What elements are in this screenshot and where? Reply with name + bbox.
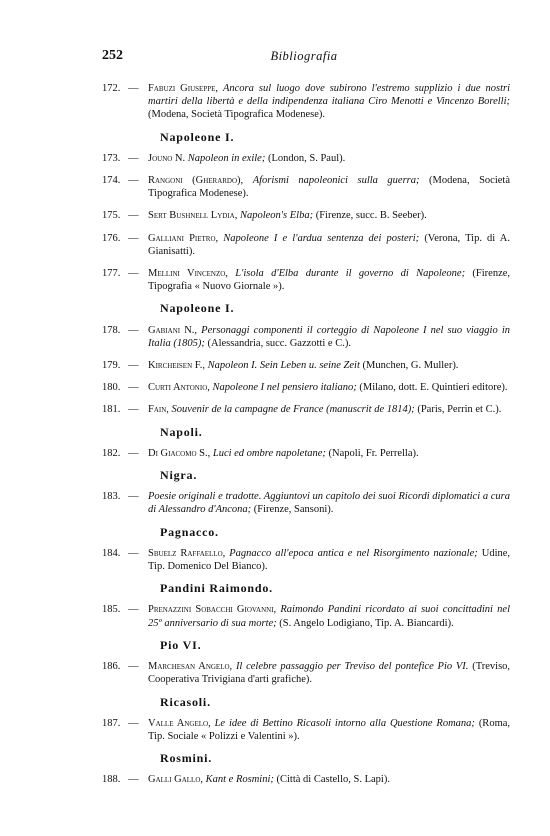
entry-imprint: (Città di Castello, S. Lapi).: [276, 774, 390, 786]
entry-author: Sbuelz Raffaello,: [148, 547, 226, 559]
bibliography-entry: [102, 267, 510, 293]
bibliography-entry: [102, 603, 510, 629]
entry-author: Sert Bushnell Lydia,: [148, 210, 238, 222]
section-heading: Pandini Raimondo.: [160, 581, 273, 596]
entry-dash: —: [128, 404, 139, 416]
entry-author: Di Giacomo S.,: [148, 447, 211, 459]
entry-title: Pagnacco all'epoca antica e nel Risorgimento nazionale;: [229, 547, 478, 559]
bibliography-entry: [102, 152, 510, 165]
entry-dash: —: [128, 360, 139, 372]
entry-imprint: (Treviso, Cooperativa Trivigiana d'arti grafiche).: [148, 661, 511, 686]
page-number: 252: [102, 48, 123, 63]
entry-number: 188.: [102, 774, 121, 786]
entry-author: Rangoni (Gherardo),: [148, 175, 244, 187]
entry-dash: —: [128, 604, 139, 616]
bibliography-entry: [102, 447, 510, 460]
entry-author: Kircheisen F.,: [148, 360, 206, 372]
bibliography-entry: [102, 232, 510, 258]
entry-imprint: (Firenze, succ. B. Seeber).: [315, 210, 427, 222]
entry-author: Fabuzi Giuseppe,: [148, 83, 219, 94]
entry-imprint: (Napoli, Fr. Perrella).: [328, 447, 419, 459]
entry-dash: —: [128, 152, 139, 164]
entry-dash: —: [128, 717, 139, 729]
section-heading: Napoli.: [160, 424, 203, 439]
section-heading: Pagnacco.: [160, 524, 219, 539]
section-heading: Nigra.: [160, 468, 198, 483]
bibliography-entry: [102, 82, 510, 122]
entry-imprint: (Verona, Tip. di A. Gianisatti).: [148, 232, 510, 257]
entry-title: Il celebre passaggio per Treviso del pontefice Pio VI.: [235, 661, 469, 673]
entry-number: 187.: [102, 717, 121, 729]
entry-title: Napoleon I. Sein Leben u. seine Zeit: [207, 360, 360, 372]
entry-dash: —: [128, 83, 139, 94]
bibliography-entry: [102, 547, 510, 573]
section-heading: Rosmini.: [160, 751, 213, 766]
entry-dash: —: [128, 382, 139, 394]
entry-author: Mellini Vincenzo,: [148, 268, 228, 280]
entry-title: Aforismi napoleonici sulla guerra;: [252, 175, 420, 187]
entry-dash: —: [128, 491, 139, 503]
entry-number: 181.: [102, 404, 121, 416]
bibliography-entry: [102, 773, 510, 786]
entry-number: 183.: [102, 491, 121, 503]
entry-number: 173.: [102, 152, 121, 164]
entry-imprint: (S. Angelo Lodigiano, Tip. A. Biancardi).: [279, 617, 454, 629]
entry-imprint: (Paris, Perrin et C.).: [417, 404, 502, 416]
entry-imprint: Udine, Tip. Domenico Del Bianco).: [148, 547, 511, 573]
entry-author: Galli Gallo,: [148, 774, 204, 786]
entry-number: 182.: [102, 447, 121, 459]
bibliography-entry: [102, 717, 510, 743]
entry-dash: —: [128, 661, 139, 673]
entry-title: Napoleon in exile;: [187, 152, 266, 164]
bibliography-entry: [102, 403, 510, 416]
entry-title: Ancora sul luogo dove subirono l'estremo supplizio i due nostri martiri della libertà e della indipendenza italiana Ciro Menotti e Vincenzo Borelli;: [148, 83, 510, 108]
entry-number: 176.: [102, 232, 121, 244]
entry-title: L'isola d'Elba durante il governo di Napoleone;: [235, 268, 466, 280]
bibliography-entry: [102, 660, 510, 686]
entry-dash: —: [128, 547, 139, 559]
bibliography-entry: [102, 359, 510, 372]
entry-number: 179.: [102, 360, 121, 372]
bibliography-entry: [102, 174, 510, 200]
entry-dash: —: [128, 232, 139, 244]
entry-title: Napoleone I nel pensiero italiano;: [212, 382, 357, 394]
entry-author: Fain,: [148, 404, 169, 416]
entry-dash: —: [128, 268, 139, 280]
section-heading: Napoleone I.: [160, 129, 235, 144]
entry-title: Napoleon's Elba;: [239, 210, 314, 222]
entry-imprint: (London, S. Paul).: [267, 152, 346, 164]
section-heading: Napoleone I.: [160, 301, 235, 316]
entry-title: Raimondo Pandini ricordato ai suoi concittadini nel 25º anniversario di sua morte;: [148, 604, 510, 629]
entry-imprint: (Firenze, Sansoni).: [253, 504, 334, 516]
entry-imprint: (Modena, Società Tipografica Modenese).: [148, 175, 511, 200]
entry-imprint: (Alessandria, succ. Gazzotti e C.).: [207, 337, 351, 349]
bibliography-list: [102, 82, 510, 796]
entry-imprint: (Firenze, Tipografia « Nuovo Giornale »).: [148, 268, 511, 293]
entry-number: 172.: [102, 83, 121, 94]
entry-imprint: (Modena, Società Tipografica Modenese).: [148, 109, 325, 121]
entry-number: 177.: [102, 268, 121, 280]
entry-dash: —: [128, 175, 139, 187]
entry-title: Le idee di Bettino Ricasoli intorno alla Questione Romana;: [214, 717, 475, 729]
bibliography-entry: [102, 209, 510, 222]
entry-title: Kant e Rosmini;: [205, 774, 274, 786]
entry-author: Marchesan Angelo,: [148, 661, 233, 673]
entry-number: 178.: [102, 324, 121, 336]
entry-title: Souvenir de la campagne de France (manuscrit de 1814);: [171, 404, 415, 416]
entry-dash: —: [128, 210, 139, 222]
entry-title: Personaggi componenti il corteggio di Napoleone I nel suo viaggio in Italia (1805);: [148, 324, 510, 349]
entry-number: 180.: [102, 382, 121, 394]
entry-author: Galliani Pietro,: [148, 232, 219, 244]
entry-dash: —: [128, 324, 139, 336]
entry-author: Prenazzini Sobacchi Giovanni,: [148, 604, 277, 616]
entry-number: 185.: [102, 604, 121, 616]
entry-imprint: (Milano, dott. E. Quintieri editore).: [359, 382, 508, 394]
entry-imprint: (Munchen, G. Muller).: [362, 360, 459, 372]
entry-number: 174.: [102, 175, 121, 187]
entry-dash: —: [128, 447, 139, 459]
entry-number: 184.: [102, 547, 121, 559]
entry-author: Jouno N.: [148, 152, 186, 164]
entry-number: 186.: [102, 661, 121, 673]
entry-title: Poesie originali e tradotte. Aggiuntovi un capitolo dei suoi Ricordi diplomatici a cura di Alessandro d'Ancona;: [148, 491, 510, 516]
bibliography-entry: [102, 381, 510, 394]
entry-author: Valle Angelo,: [148, 717, 211, 729]
entry-imprint: (Roma, Tip. Sociale « Polizzi e Valentini »).: [148, 717, 511, 742]
entry-author: Curti Antonio,: [148, 382, 210, 394]
section-heading: Ricasoli.: [160, 694, 211, 709]
section-heading: Pio VI.: [160, 637, 202, 652]
bibliography-entry: [102, 490, 510, 516]
running-title: Bibliografia: [270, 49, 338, 63]
entry-dash: —: [128, 774, 139, 786]
entry-number: 175.: [102, 210, 121, 222]
entry-title: Napoleone I e l'ardua sentenza dei posteri;: [223, 232, 420, 244]
entry-title: Luci ed ombre napoletane;: [212, 447, 326, 459]
entry-author: Gabiani N.,: [148, 324, 198, 336]
bibliography-entry: [102, 324, 510, 350]
running-header: [102, 48, 506, 68]
